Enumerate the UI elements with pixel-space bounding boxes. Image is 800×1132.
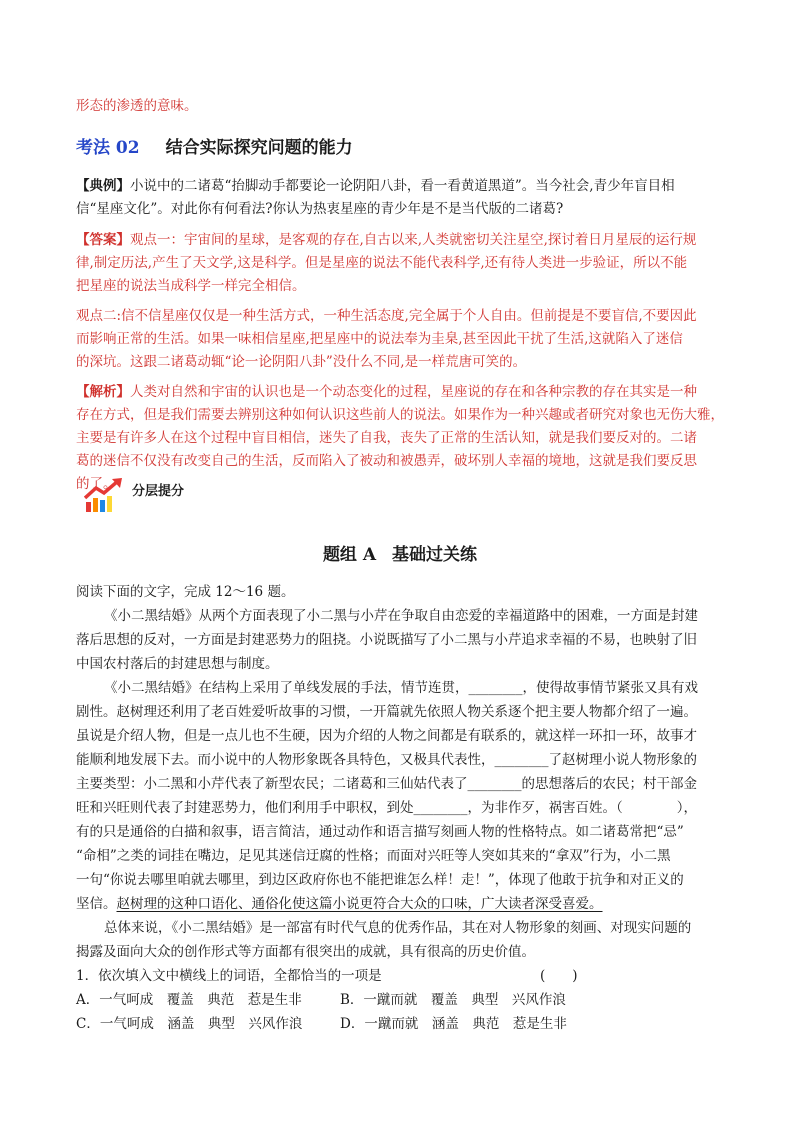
question-stem: 1．依次填入文中横线上的词语，全都恰当的一项是 ( ) (76, 968, 578, 984)
passage-line: 中国农村落后的封建思想与制度。 (76, 656, 279, 672)
passage-line: 有的只是通俗的白描和叙事，语言简洁，通过动作和语言描写刻画人物的性格特点。如二诸葛常把“忌” (76, 824, 684, 840)
option-b[interactable]: B．一蹴而就 覆盖 典型 兴风作浪 (340, 992, 566, 1008)
passage-line: 总体来说，《小二黑结婚》是一部富有时代气息的优秀作品，其在对人物形象的刻画、对现实问题的 (104, 920, 692, 936)
answer-line-3: 把星座的说法当成科学一样完全相信。 (76, 278, 306, 294)
answer-line-5: 而影响正常的生活。如果一味相信星座,把星座中的说法奉为圭臬,甚至因此干扰了生活,这就陷入了迷信 (76, 331, 683, 347)
answer-line-4: 观点二:信不信星座仅仅是一种生活方式，一种生活态度,完全属于个人自由。但前提是不要盲信,不要因此 (76, 308, 697, 324)
passage-line: 揭露及面向大众的创作形式等方面都有很突出的成就，具有很高的历史价值。 (76, 944, 535, 960)
analysis-line-5: 的了。 (76, 476, 117, 492)
example-line-2: 信“星座文化”。对此你有何看法?你认为热衷星座的青少年是不是当代版的二诸葛? (76, 201, 564, 217)
example-line-1: 【典例】小说中的二诸葛“抬脚动手都要论一论阴阳八卦，看一看黄道黑道”。当今社会,青少年盲目相 (76, 178, 675, 194)
passage-line: 能顺利地发展下去。而小说中的人物形象既各具特色，又极具代表性，________了赵树理小说人物形象的 (76, 752, 697, 768)
passage-line-underlined: 坚信。赵树理的这种口语化、通俗化使这篇小说更符合大众的口味，广大读者深受喜爱。 (76, 896, 603, 912)
answer-tag: 【答案】 (76, 232, 130, 248)
passage-line: 旺和兴旺则代表了封建恶势力，他们利用手中职权，到处________，为非作歹，祸害百姓。（ ）， (76, 800, 697, 816)
section-title: 结合实际探究问题的能力 (165, 138, 353, 158)
example-tag: 【典例】 (76, 178, 130, 194)
answer-line-6: 的深坑。这跟二诸葛动辄“论一论阴阳八卦”没什么不同,是一样荒唐可笑的。 (76, 354, 527, 370)
analysis-line-3: 主要是有许多人在这个过程中盲目相信，迷失了自我，丧失了正常的生活认知，就是我们要反对的。二诸 (76, 430, 697, 446)
growth-chart-icon (84, 478, 124, 514)
options-row-1 (76, 990, 716, 1010)
option-d[interactable]: D．一蹴而就 涵盖 典范 惹是生非 (340, 1016, 567, 1032)
group-title: 题组 A 基础过关练 (322, 545, 478, 565)
passage-line: 《小二黑结婚》在结构上采用了单线发展的手法，情节连贯，________，使得故事情节紧张又具有戏 (104, 680, 698, 696)
options-row-2 (76, 1014, 716, 1034)
passage-line: 落后思想的反对，一方面是封建恶势力的阻挠。小说既描写了小二黑与小芹追求幸福的不易，也映射了旧 (76, 632, 697, 648)
answer-bracket: ( ) (540, 968, 578, 984)
analysis-line-4: 葛的迷信不仅没有改变自己的生活，反而陷入了被动和被愚弄，破坏别人幸福的境地，这就是我们要反思 (76, 453, 697, 469)
analysis-tag: 【解析】 (76, 384, 130, 400)
passage-line: 一句“你说去哪里咱就去哪里，到边区政府你也不能把谁怎么样！走！”，体现了他敢于抗争和对正义的 (76, 872, 684, 888)
answer-line-2: 律,制定历法,产生了天文学,这是科学。但是星座的说法不能代表科学,还有待人类进一步验证，所以不能 (76, 255, 688, 271)
passage-line: 《小二黑结婚》从两个方面表现了小二黑与小芹在争取自由恋爱的幸福道路中的困难，一方面是封建 (104, 608, 698, 624)
passage-line: 主要类型：小二黑和小芹代表了新型农民；二诸葛和三仙姑代表了________的思想落后的农民；村干部金 (76, 776, 697, 792)
section-number: 考法 02 (76, 138, 140, 158)
logo-label: 分层提分 (132, 484, 185, 499)
underlined-sentence: 赵树理的这种口语化、通俗化使这篇小说更符合大众的口味，广大读者深受喜爱。 (116, 896, 603, 912)
option-c[interactable]: C．一气呵成 涵盖 典型 兴风作浪 (76, 1016, 303, 1032)
passage-line: “命相”之类的词挂在嘴边，足见其迷信迂腐的性格；而面对兴旺等人突如其来的“拿双”行为，小二黑 (76, 848, 671, 864)
reading-instruction: 阅读下面的文字，完成 12～16 题。 (76, 584, 295, 600)
passage-line: 剧性。赵树理还利用了老百姓爱听故事的习惯，一开篇就先依照人物关系逐个把主要人物都介绍了一遍。 (76, 704, 697, 720)
option-a[interactable]: A．一气呵成 覆盖 典范 惹是生非 (76, 992, 302, 1008)
answer-line-1: 【答案】观点一：宇宙间的星球，是客观的存在,自古以来,人类就密切关注星空,探讨着日月星辰的运行规 (76, 232, 697, 248)
passage-line: 虽说是介绍人物，但是一点儿也不生硬，因为介绍的人物之间都是有联系的，就这样一环扣一环，故事才 (76, 728, 697, 744)
analysis-line-1: 【解析】人类对自然和宇宙的认识也是一个动态变化的过程，星座说的存在和各种宗教的存在其实是一种 (76, 384, 697, 400)
section-heading (76, 133, 353, 158)
continued-text: 形态的渗透的意味。 (76, 98, 198, 114)
analysis-line-2: 存在方式，但是我们需要去辨别这种如何认识这些前人的说法。如果作为一种兴趣或者研究对象也无伤大雅， (76, 407, 724, 423)
